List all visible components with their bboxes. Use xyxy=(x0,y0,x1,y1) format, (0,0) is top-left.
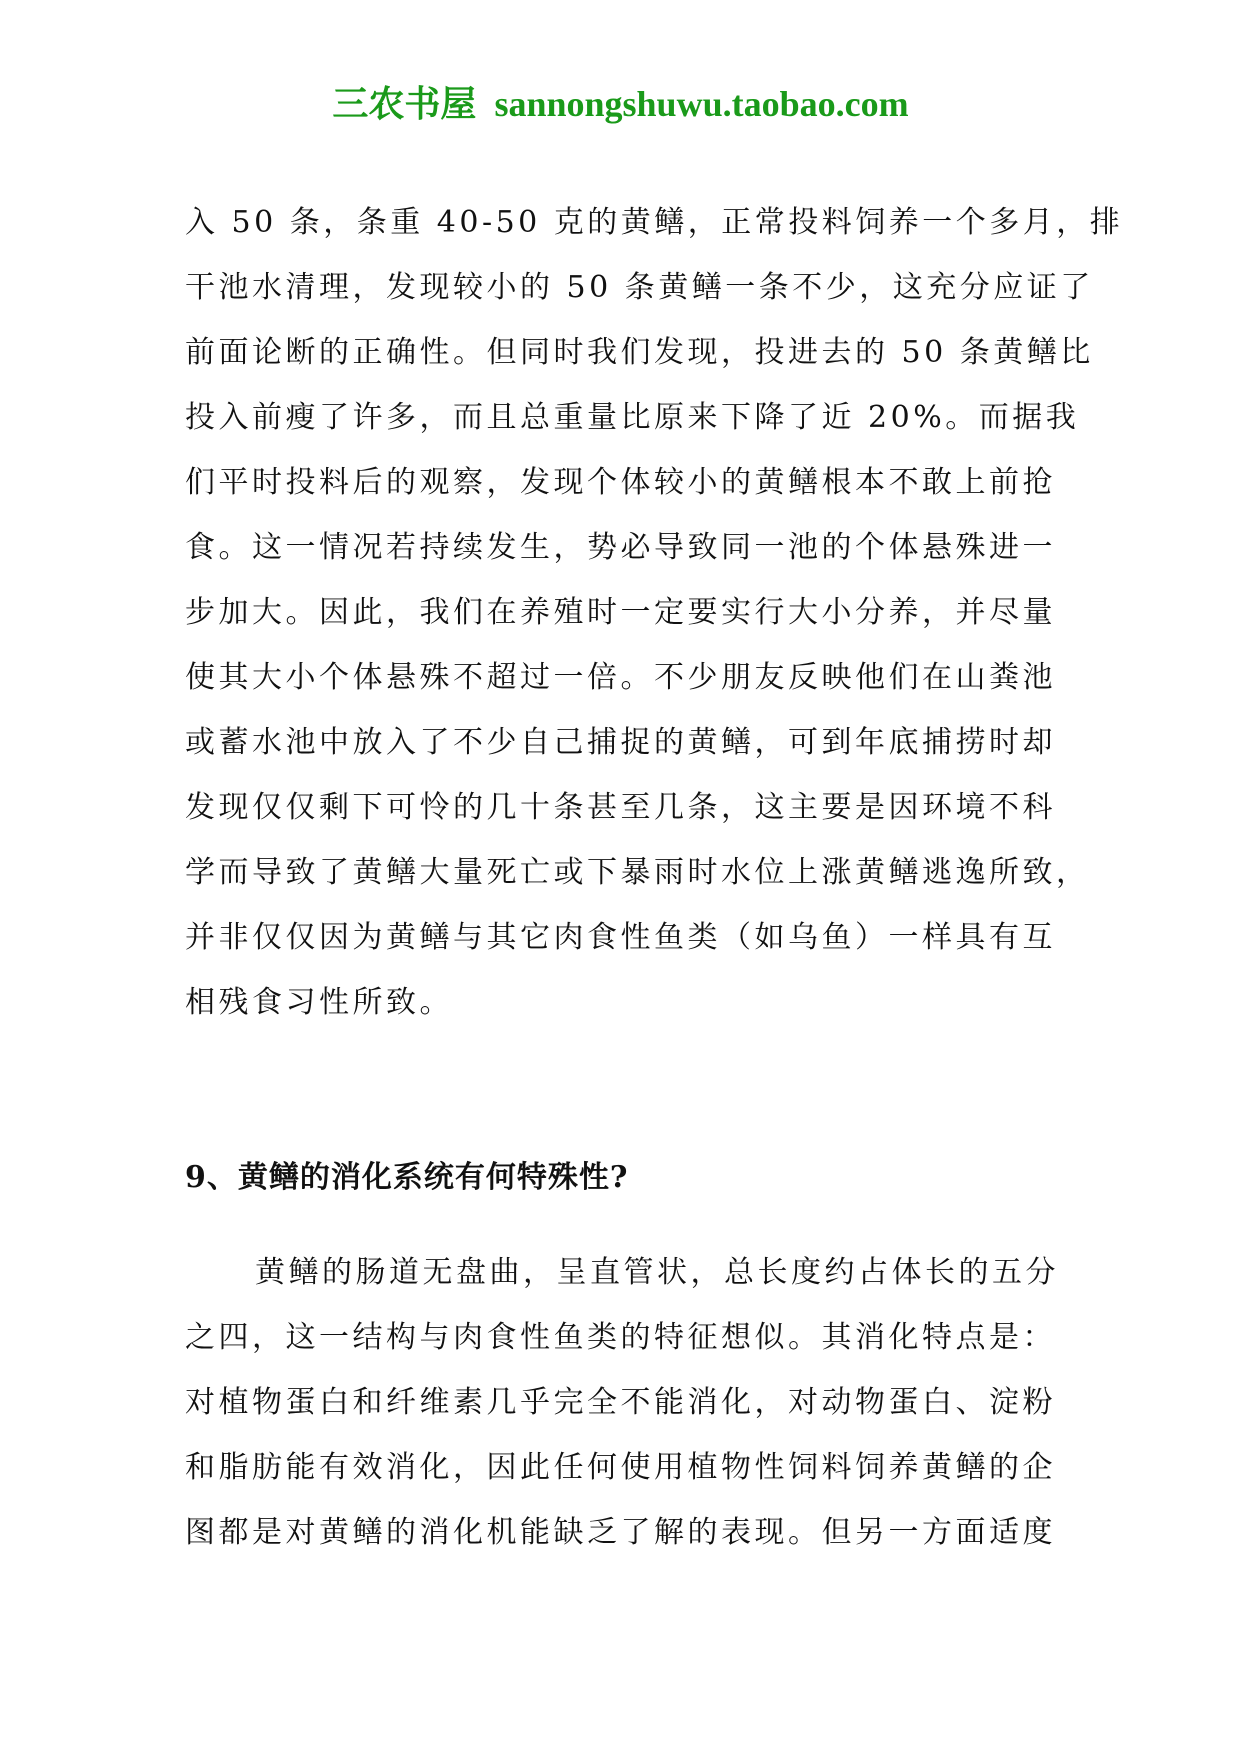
text-line: 前面论断的正确性。但同时我们发现，投进去的 50 条黄鳝比 xyxy=(185,335,1094,370)
text-line: 入 50 条，条重 40-50 克的黄鳝，正常投料饲养一个多月，排 xyxy=(185,205,1124,240)
document-body xyxy=(185,190,1124,1565)
text-line: 使其大小个体悬殊不超过一倍。不少朋友反映他们在山粪池 xyxy=(185,660,1056,695)
shop-name: 三农书屋 xyxy=(332,84,477,124)
heading-spacer xyxy=(185,1210,1065,1240)
text-line: 发现仅仅剩下可怜的几十条甚至几条，这主要是因环境不科 xyxy=(185,790,1056,825)
paragraph-continued xyxy=(185,190,1124,1035)
text-line: 食。这一情况若持续发生，势必导致同一池的个体悬殊进一 xyxy=(185,530,1056,565)
text-line: 们平时投料后的观察，发现个体较小的黄鳝根本不敢上前抢 xyxy=(185,465,1056,500)
section-spacer xyxy=(185,1035,1065,1145)
text-line: 图都是对黄鳝的消化机能缺乏了解的表现。但另一方面适度 xyxy=(185,1515,1056,1550)
text-line: 之四，这一结构与肉食性鱼类的特征想似。其消化特点是： xyxy=(185,1320,1056,1355)
text-line: 投入前瘦了许多，而且总重量比原来下降了近 20%。而据我 xyxy=(185,400,1080,435)
page-header xyxy=(0,82,1241,126)
section-paragraph xyxy=(185,1240,1065,1565)
text-line: 或蓄水池中放入了不少自己捕捉的黄鳝，可到年底捕捞时却 xyxy=(185,725,1056,760)
text-line: 相残食习性所致。 xyxy=(185,985,453,1020)
text-line: 黄鳝的肠道无盘曲，呈直管状，总长度约占体长的五分 xyxy=(255,1255,1059,1290)
shop-url: sannongshuwu.taobao.com xyxy=(494,84,909,124)
text-line: 学而导致了黄鳝大量死亡或下暴雨时水位上涨黄鳝逃逸所致， xyxy=(185,855,1090,890)
text-line: 干池水清理，发现较小的 50 条黄鳝一条不少，这充分应证了 xyxy=(185,270,1094,305)
text-line: 并非仅仅因为黄鳝与其它肉食性鱼类（如乌鱼）一样具有互 xyxy=(185,920,1056,955)
section-heading: 9、黄鳝的消化系统有何特殊性? xyxy=(185,1160,629,1195)
text-line: 步加大。因此，我们在养殖时一定要实行大小分养，并尽量 xyxy=(185,595,1056,630)
text-line: 和脂肪能有效消化，因此任何使用植物性饲料饲养黄鳝的企 xyxy=(185,1450,1056,1485)
text-line: 对植物蛋白和纤维素几乎完全不能消化，对动物蛋白、淀粉 xyxy=(185,1385,1056,1420)
